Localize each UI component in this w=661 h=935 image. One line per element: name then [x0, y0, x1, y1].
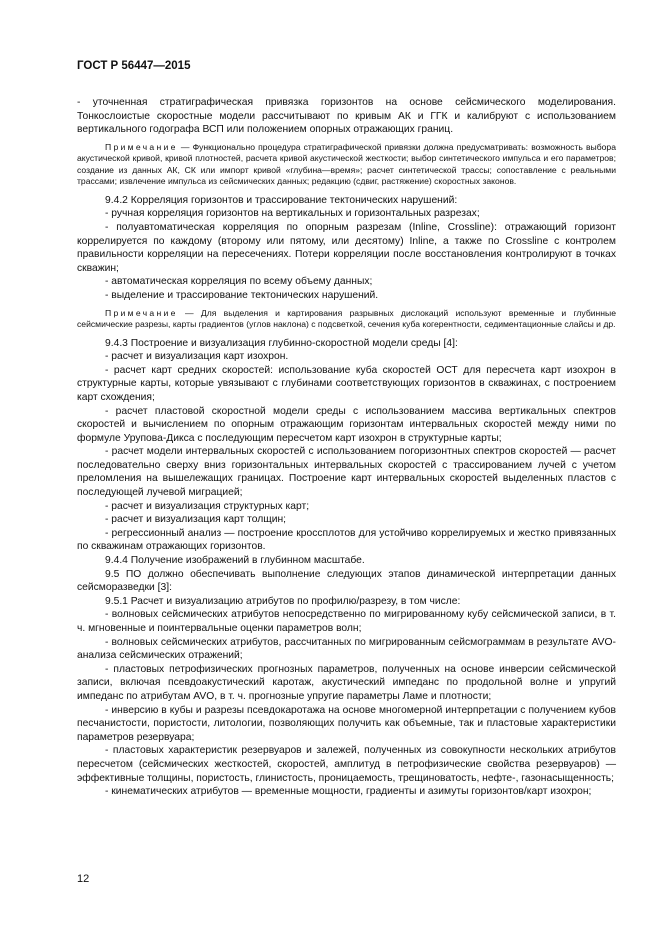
- document-header: ГОСТ Р 56447—2015: [77, 60, 191, 72]
- body-paragraph: - кинематических атрибутов — временные мощности, градиенты и азимуты горизонтов/карт изохрон;: [105, 786, 592, 798]
- note-paragraph: [77, 308, 616, 331]
- body-paragraph: - уточненная стратиграфическая привязка горизонтов на основе сейсмического моделирования. Тонкослоистые скоростные модели рассчитывают по кривым АК и ГГК и калибруют с использованием вертикального годографа ВСП или положением опорных отражающих границ.: [77, 97, 616, 136]
- note-text: — Функционально процедура стратиграфической привязки должна предусматривать: возможность выбора акустической кривой, кривой плотностей, расчета кривой акустической жесткости; выбор синтетического импульса и его параметров; создание из данных АК, СК или импорт кривой «глубина—время»; расчет синтетической трассы; сопоставление с реальными трассами; извлечение импульса из сейсмических данных; редакцию (сдвиг, растяжение) скоростных законов.: [77, 141, 616, 187]
- body-paragraph: - волновых сейсмических атрибутов непосредственно по мигрированному кубу сейсмической записи, в т. ч. мгновенные и поинтервальные оценки параметров волн;: [77, 609, 616, 634]
- body-paragraph: - полуавтоматическая корреляция по опорным разрезам (Inline, Crossline): отражающий горизонт коррелируется по каждому (второму или пятому, или десятому) Inline, а также по Crossline с контролем правильности корреляции на пересечениях. Потери корреляции после восстановления контролируют в точках скважин;: [77, 221, 616, 274]
- body-paragraph: 9.5.1 Расчет и визуализацию атрибутов по профилю/разрезу, в том числе:: [105, 595, 461, 607]
- body-paragraph: - пластовых характеристик резервуаров и залежей, полученных из совокупности нескольких атрибутов пересчетом (сейсмических жесткостей, скоростей, амплитуд в петрофизические свойства резервуаров) — эффективные толщины, пористость, глинистость, проницаемость, трещиноватость, нефте-, газонасыщенность;: [77, 745, 616, 784]
- body-paragraph: - расчет и визуализация карт толщин;: [105, 514, 287, 526]
- body-paragraph: - расчет и визуализация структурных карт;: [105, 500, 310, 512]
- body-paragraph: - расчет и визуализация карт изохрон.: [105, 351, 289, 363]
- body-paragraph: - ручная корреляция горизонтов на вертикальных и горизонтальных разрезах;: [105, 208, 480, 220]
- body-paragraph: - пластовых петрофизических прогнозных параметров, полученных на основе инверсии сейсмической записи, включая псевдоакустический каротаж, акустический импеданс по продольной волне и упругий импеданс по атрибутам AVO, в т. ч. прогнозные упругие параметры Ламе и плотности;: [77, 663, 616, 702]
- body-paragraph: - расчет карт средних скоростей: использование куба скоростей ОСТ для пересчета карт изохрон в структурные карты, которые увязывают с глубинами соответствующих горизонтов в скважинах, с построением карт схождения;: [77, 364, 616, 403]
- body-paragraph: - инверсию в кубы и разрезы псевдокаротажа на основе многомерной интерпретации с получением кубов песчанистости, пористости, литологии, позволяющих получить как объемные, так и пластовые характеристики параметров резервуара;: [77, 704, 616, 743]
- body-paragraph: - расчет пластовой скоростной модели среды с использованием массива вертикальных спектров скоростей и вычислением по опорным отражающим горизонтам интервальных скоростей между ними по формуле Урупова-Дикса с последующим пересчетом карт изохрон в структурные карты;: [77, 405, 616, 444]
- document-body: [77, 96, 616, 799]
- body-paragraph: 9.4.4 Получение изображений в глубинном масштабе.: [105, 555, 365, 567]
- body-paragraph: - регрессионный анализ — построение кроссплотов для устойчиво коррелируемых и жестко привязанных по скважинам отражающих горизонтов.: [77, 527, 616, 553]
- note-label: Примечание: [105, 307, 178, 318]
- body-paragraph: 9.4.3 Построение и визуализация глубинно-скоростной модели среды [4]:: [105, 337, 458, 349]
- body-paragraph: 9.4.2 Корреляция горизонтов и трассирование тектонических нарушений:: [105, 194, 458, 206]
- body-paragraph: - расчет модели интервальных скоростей с использованием погоризонтных спектров скоростей — расчет последовательно сверху вниз горизонтальных интервальных скоростей с трассированием лучей с учетом преломления на вышележащих границах. Построение карт интервальных скоростей выделенных пластов с последующей лучевой миграцией;: [77, 446, 616, 499]
- note-text: — Для выделения и картирования разрывных дислокаций используют временные и глубинные сейсмические разрезы, карты градиентов (углов наклона) с подсветкой, сечения куба когерентности, седиментационные слайсы и др.: [77, 307, 616, 330]
- page-number: 12: [77, 873, 90, 885]
- note-paragraph: [77, 142, 616, 188]
- body-paragraph: - волновых сейсмических атрибутов, рассчитанных по мигрированным сейсмограммам в результате AVO-анализа сейсмических отражений;: [77, 636, 616, 662]
- body-paragraph: - выделение и трассирование тектонических нарушений.: [105, 289, 379, 301]
- note-label: Примечание: [105, 141, 178, 152]
- body-paragraph: - автоматическая корреляция по всему объему данных;: [105, 276, 373, 288]
- body-paragraph: 9.5 ПО должно обеспечивать выполнение следующих этапов динамической интерпретации данных сейсморазведки [3]:: [77, 568, 616, 594]
